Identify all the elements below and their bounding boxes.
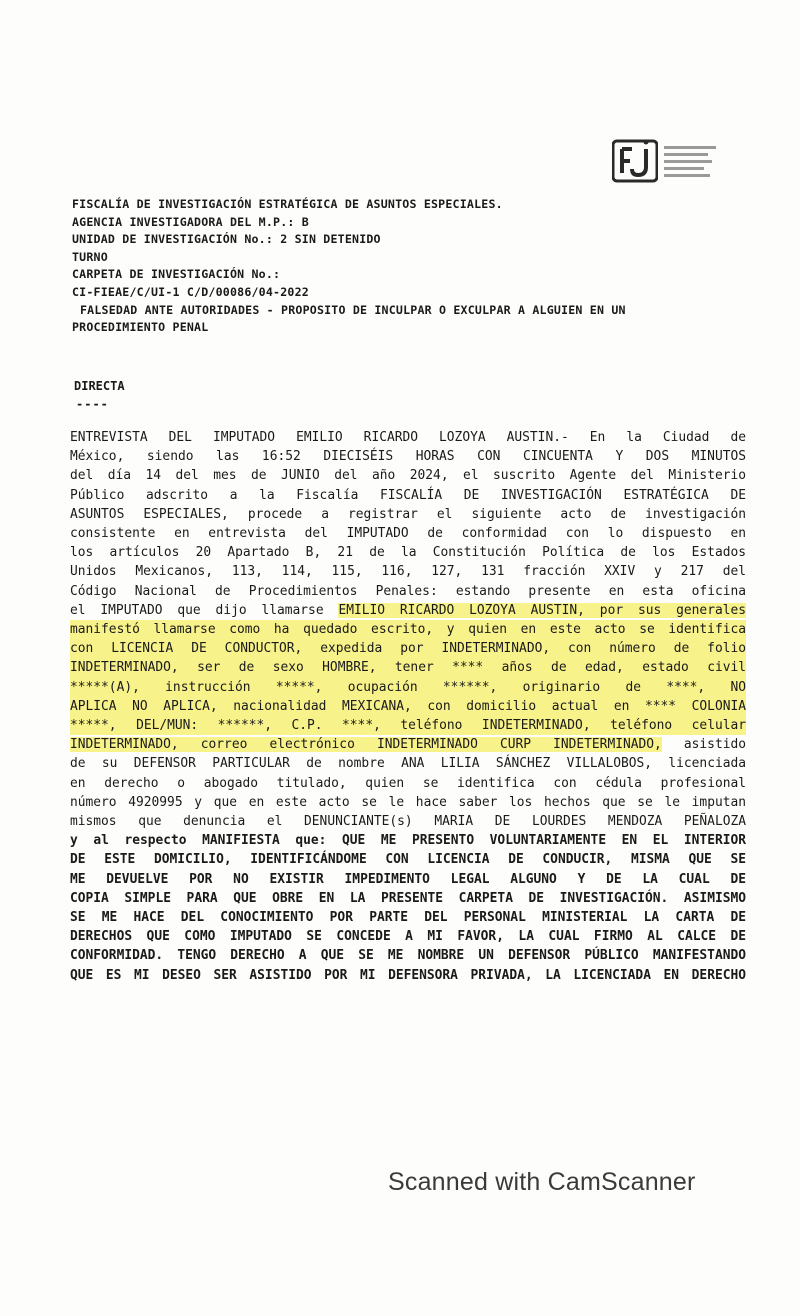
highlighted-line: *****(A), instrucción *****, ocupación ******, originario de ****, NO bbox=[70, 678, 746, 697]
highlighted-text: INDETERMINADO, correo electrónico INDETERMINADO CURP INDETERMINADO, bbox=[70, 737, 662, 753]
header-line-delito: FALSEDAD ANTE AUTORIDADES - PROPOSITO DE INCULPAR O EXCULPAR A ALGUIEN EN UN bbox=[80, 302, 626, 317]
logo-text-lines bbox=[664, 146, 716, 177]
body-line: ENTREVISTA DEL IMPUTADO EMILIO RICARDO LOZOYA AUSTIN.- En la Ciudad de bbox=[70, 430, 746, 445]
body-line: del día 14 del mes de JUNIO del año 2024, el suscrito Agente del Ministerio bbox=[70, 468, 746, 484]
highlighted-line: INDETERMINADO, ser de sexo HOMBRE, tener **** años de edad, estado civil bbox=[70, 658, 746, 677]
body-line: número 4920995 y que en este acto se le hace saber los hechos que se le imputan bbox=[70, 794, 746, 810]
body-line: y al respecto MANIFIESTA que: QUE ME PRESENTO VOLUNTARIAMENTE EN EL INTERIOR bbox=[70, 833, 746, 849]
header-line-fiscalia: FISCALÍA DE INVESTIGACIÓN ESTRATÉGICA DE ASUNTOS ESPECIALES. bbox=[72, 197, 503, 211]
document-header bbox=[72, 196, 772, 337]
highlighted-line: *****, DEL/MUN: ******, C.P. ****, teléfono INDETERMINADO, teléfono celular bbox=[70, 716, 746, 735]
body-line-highlight-start bbox=[70, 601, 746, 620]
body-line: los artículos 20 Apartado B, 21 de la Constitución Política de los Estados bbox=[70, 545, 746, 561]
body-line: Unidos Mexicanos, 113, 114, 115, 116, 127, 131 fracción XXIV y 217 del bbox=[70, 564, 746, 580]
body-line: mismos que denuncia el DENUNCIANTE(s) MARIA DE LOURDES MENDOZA PEÑALOZA bbox=[70, 814, 746, 830]
header-line-carpeta-label: CARPETA DE INVESTIGACIÓN No.: bbox=[72, 267, 281, 282]
body-text: el IMPUTADO que dijo llamarse bbox=[70, 602, 339, 618]
body-line: Código Nacional de Procedimientos Penales: estando presente en esta oficina bbox=[70, 583, 746, 599]
body-line: Público adscrito a la Fiscalía FISCALÍA DE INVESTIGACIÓN ESTRATÉGICA DE bbox=[70, 487, 746, 503]
highlighted-line: con LICENCIA DE CONDUCTOR, expedida por INDETERMINADO, con número de folio bbox=[70, 639, 746, 658]
body-text: asistido bbox=[661, 737, 746, 753]
highlighted-line: APLICA NO APLICA, nacionalidad MEXICANA, con domicilio actual en **** COLONIA bbox=[70, 697, 746, 716]
body-line: de su DEFENSOR PARTICULAR de nombre ANA LILIA SÁNCHEZ VILLALOBOS, licenciada bbox=[70, 756, 746, 772]
fiscalia-logo-icon bbox=[612, 137, 658, 185]
body-line: ASUNTOS ESPECIALES, procede a registrar el siguiente acto de investigación bbox=[70, 506, 746, 522]
interview-body bbox=[70, 428, 746, 985]
body-line: en derecho o abogado titulado, quien se identifica con cédula profesional bbox=[70, 775, 746, 791]
body-line: consistente en entrevista del IMPUTADO de conformidad con lo dispuesto en bbox=[70, 526, 746, 542]
body-line: SE ME HACE DEL CONOCIMIENTO POR PARTE DEL PERSONAL MINISTERIAL LA CARTA DE bbox=[70, 910, 746, 926]
body-line: DERECHOS QUE COMO IMPUTADO SE CONCEDE A MI FAVOR, LA CUAL FIRMO AL CALCE DE bbox=[70, 929, 746, 945]
highlighted-line: manifestó llamarse como ha quedado escrito, y quien en este acto se identifica bbox=[70, 620, 746, 639]
highlighted-text: EMILIO RICARDO LOZOYA AUSTIN, por sus generales bbox=[338, 602, 746, 618]
body-line: CONFORMIDAD. TENGO DERECHO A QUE SE ME NOMBRE UN DEFENSOR PÚBLICO MANIFESTANDO bbox=[70, 948, 746, 964]
header-line-unidad: UNIDAD DE INVESTIGACIÓN No.: 2 SIN DETENIDO bbox=[72, 232, 381, 247]
body-line: QUE ES MI DESEO SER ASISTIDO POR MI DEFENSORA PRIVADA, LA LICENCIADA EN DERECHO bbox=[70, 967, 746, 983]
section-divider: ---- bbox=[76, 397, 109, 411]
header-line-turno: TURNO bbox=[72, 249, 108, 264]
header-line-agencia: AGENCIA INVESTIGADORA DEL M.P.: B bbox=[72, 214, 309, 229]
body-line: DE ESTE DOMICILIO, IDENTIFICÁNDOME CON LICENCIA DE CONDUCIR, MISMA QUE SE bbox=[70, 852, 746, 868]
section-label-directa: DIRECTA bbox=[74, 379, 125, 393]
body-line: México, siendo las 16:52 DIECISÉIS HORAS CON CINCUENTA Y DOS MINUTOS bbox=[70, 449, 746, 465]
body-line-highlight-end bbox=[70, 735, 746, 754]
header-line-procedimiento: PROCEDIMIENTO PENAL bbox=[72, 320, 209, 335]
body-line: ME DEVUELVE POR NO EXISTIR IMPEDIMENTO LEGAL ALGUNO Y DE LA CUAL DE bbox=[70, 871, 746, 887]
body-line: COPIA SIMPLE PARA QUE OBRE EN LA PRESENTE CARPETA DE INVESTIGACIÓN. ASIMISMO bbox=[70, 890, 746, 906]
fiscalia-logo bbox=[612, 136, 734, 186]
header-line-carpeta-number: CI-FIEAE/C/UI-1 C/D/00086/04-2022 bbox=[72, 284, 309, 299]
camscanner-watermark: Scanned with CamScanner bbox=[388, 1168, 696, 1196]
